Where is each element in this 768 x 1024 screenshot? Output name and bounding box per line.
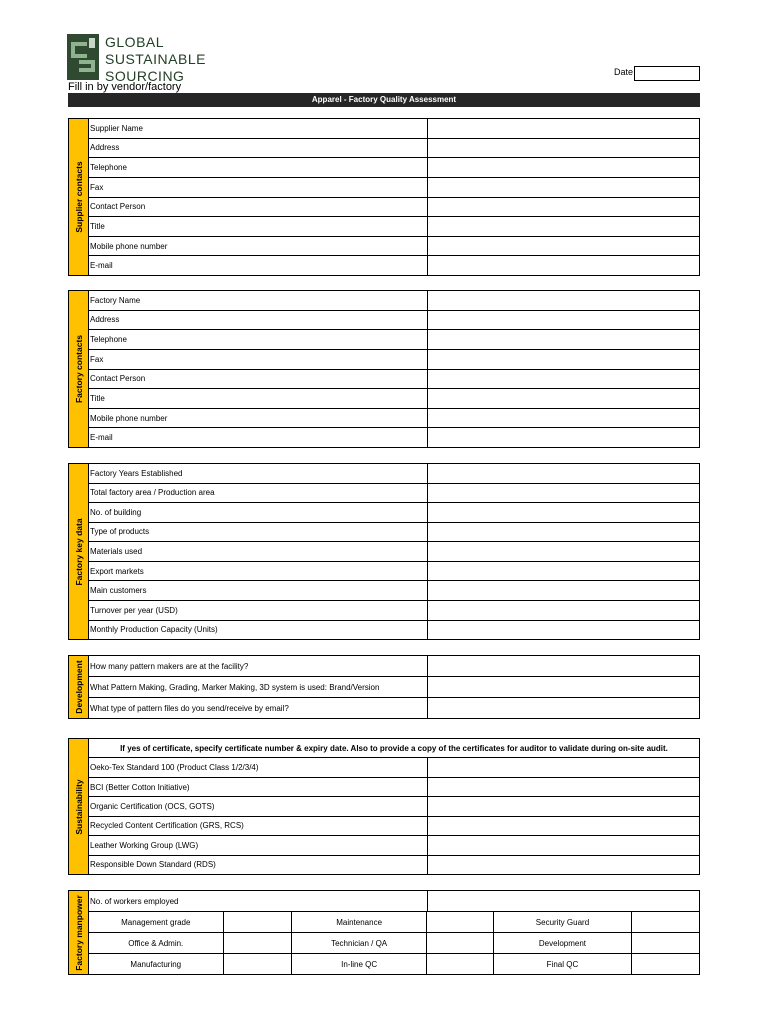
field-label: What type of pattern files do you send/receive by email? [89, 698, 428, 718]
section-title: Development [73, 660, 84, 714]
company-logo [67, 34, 217, 84]
form-row [89, 542, 699, 562]
manpower-grid-row [89, 912, 699, 933]
development-section [68, 655, 700, 719]
sustainability-section [68, 738, 700, 875]
form-row [89, 330, 699, 350]
keydata-rows [89, 464, 699, 639]
field-label: Supplier Name [89, 119, 428, 138]
development-rows [89, 656, 699, 718]
field-label: Recycled Content Certification (GRS, RCS) [89, 817, 428, 835]
field-label: What Pattern Making, Grading, Marker Making, 3D system is used: Brand/Version [89, 677, 428, 697]
field-input[interactable] [428, 656, 699, 676]
field-label: Monthly Production Capacity (Units) [89, 621, 428, 640]
field-label: Factory Years Established [89, 464, 428, 483]
field-input[interactable] [428, 601, 699, 620]
field-input[interactable] [428, 158, 699, 177]
field-label: Fax [89, 178, 428, 197]
role-label: Maintenance [292, 912, 427, 932]
role-count-input[interactable] [427, 954, 494, 974]
field-label: Address [89, 311, 428, 330]
form-row [89, 581, 699, 601]
field-input[interactable] [428, 198, 699, 217]
section-title: Factory contacts [73, 334, 84, 404]
form-row [89, 119, 699, 139]
form-row [89, 464, 699, 484]
field-input[interactable] [428, 256, 699, 275]
form-row [89, 523, 699, 543]
form-row [89, 656, 699, 677]
date-field[interactable] [634, 66, 700, 81]
role-label: Final QC [494, 954, 633, 974]
form-row [89, 621, 699, 640]
form-row [89, 178, 699, 198]
role-count-input[interactable] [224, 954, 293, 974]
form-row [89, 836, 699, 855]
form-row [89, 389, 699, 409]
factory-rows [89, 291, 699, 447]
form-title: Apparel - Factory Quality Assessment [68, 93, 700, 107]
section-side-label [69, 464, 89, 639]
field-label: Leather Working Group (LWG) [89, 836, 428, 854]
section-side-label [69, 119, 89, 275]
role-count-input[interactable] [427, 933, 494, 953]
form-row [89, 311, 699, 331]
form-row [89, 698, 699, 718]
field-input[interactable] [428, 139, 699, 158]
field-input[interactable] [428, 503, 699, 522]
form-row [89, 797, 699, 816]
form-row [89, 601, 699, 621]
field-input[interactable] [428, 311, 699, 330]
form-row [89, 817, 699, 836]
form-row [89, 350, 699, 370]
form-row [89, 291, 699, 311]
field-label: How many pattern makers are at the facility? [89, 656, 428, 676]
field-label: No. of building [89, 503, 428, 522]
section-side-label [69, 656, 89, 718]
field-label: Address [89, 139, 428, 158]
field-input[interactable] [428, 291, 699, 310]
role-count-input[interactable] [224, 933, 293, 953]
field-input[interactable] [428, 677, 699, 697]
factory-contacts-section [68, 290, 700, 448]
sustainability-rows [89, 739, 699, 874]
date-label: Date [614, 67, 634, 77]
field-label: Fax [89, 350, 428, 369]
field-input[interactable] [428, 350, 699, 369]
field-label: Total factory area / Production area [89, 484, 428, 503]
manpower-rows [89, 891, 699, 974]
field-input[interactable] [428, 581, 699, 600]
supplier-contacts-section [68, 118, 700, 276]
manpower-grid-row [89, 954, 699, 974]
form-row [89, 677, 699, 698]
form-row [89, 217, 699, 237]
field-label: Contact Person [89, 198, 428, 217]
field-label: Title [89, 217, 428, 236]
fill-in-note: Fill in by vendor/factory [68, 81, 182, 93]
field-label: Main customers [89, 581, 428, 600]
logo-wordmark [105, 34, 206, 85]
field-label: Export markets [89, 562, 428, 581]
form-row [89, 409, 699, 429]
field-label: Type of products [89, 523, 428, 542]
section-title: Factory manpower [73, 894, 84, 971]
form-row [89, 562, 699, 582]
field-input[interactable] [428, 409, 699, 428]
certificate-instruction: If yes of certificate, specify certificate number & expiry date. Also to provide a copy of the certificates for auditor to validate during on-site audit. [89, 739, 699, 758]
logo-line: SOURCING [105, 68, 185, 84]
form-row [89, 428, 699, 447]
workers-employed-input[interactable] [428, 891, 699, 911]
factory-key-data-section [68, 463, 700, 640]
field-label: Mobile phone number [89, 409, 428, 428]
role-label: Technician / QA [292, 933, 427, 953]
role-count-input[interactable] [632, 933, 699, 953]
section-title: Sustainability [73, 778, 84, 835]
field-label: Materials used [89, 542, 428, 561]
section-side-label [69, 291, 89, 447]
field-label: BCI (Better Cotton Initiative) [89, 778, 428, 796]
workers-employed-label: No. of workers employed [89, 891, 428, 911]
field-label: E-mail [89, 256, 428, 275]
section-side-label [69, 891, 89, 974]
role-label: Office & Admin. [89, 933, 224, 953]
gss-logo-icon [67, 34, 99, 80]
field-input[interactable] [428, 389, 699, 408]
role-label: Manufacturing [89, 954, 224, 974]
field-input[interactable] [428, 217, 699, 236]
field-label: Oeko-Tex Standard 100 (Product Class 1/2/3/4) [89, 758, 428, 776]
form-row [89, 484, 699, 504]
field-input[interactable] [428, 484, 699, 503]
field-input[interactable] [428, 797, 699, 815]
form-row [89, 158, 699, 178]
form-row [89, 891, 699, 912]
form-row [89, 778, 699, 797]
form-row [89, 237, 699, 257]
field-label: E-mail [89, 428, 428, 447]
field-input[interactable] [428, 856, 699, 874]
form-row [89, 139, 699, 159]
field-input[interactable] [428, 119, 699, 138]
field-input[interactable] [428, 621, 699, 640]
field-label: Mobile phone number [89, 237, 428, 256]
section-side-label [69, 739, 89, 874]
form-row [89, 370, 699, 390]
field-input[interactable] [428, 464, 699, 483]
field-input[interactable] [428, 758, 699, 776]
form-row [89, 256, 699, 275]
field-input[interactable] [428, 330, 699, 349]
logo-line: SUSTAINABLE [105, 51, 206, 67]
manpower-grid-row [89, 933, 699, 954]
field-label: Factory Name [89, 291, 428, 310]
role-count-input[interactable] [224, 912, 293, 932]
field-input[interactable] [428, 817, 699, 835]
supplier-rows [89, 119, 699, 275]
field-label: Turnover per year (USD) [89, 601, 428, 620]
role-count-input[interactable] [632, 912, 699, 932]
field-label: Telephone [89, 158, 428, 177]
field-input[interactable] [428, 836, 699, 854]
role-count-input[interactable] [427, 912, 494, 932]
form-row [89, 856, 699, 874]
field-input[interactable] [428, 542, 699, 561]
logo-line: GLOBAL [105, 34, 165, 50]
role-count-input[interactable] [632, 954, 699, 974]
field-label: Contact Person [89, 370, 428, 389]
field-input[interactable] [428, 428, 699, 447]
role-label: Development [494, 933, 633, 953]
field-input[interactable] [428, 698, 699, 718]
section-title: Factory key data [73, 517, 84, 586]
field-label: Organic Certification (OCS, GOTS) [89, 797, 428, 815]
role-label: In-line QC [292, 954, 427, 974]
field-input[interactable] [428, 178, 699, 197]
form-row [89, 758, 699, 777]
field-label: Responsible Down Standard (RDS) [89, 856, 428, 874]
field-input[interactable] [428, 562, 699, 581]
field-label: Telephone [89, 330, 428, 349]
form-row [89, 198, 699, 218]
section-title: Supplier contacts [73, 161, 84, 233]
form-row [89, 503, 699, 523]
factory-manpower-section [68, 890, 700, 975]
field-input[interactable] [428, 370, 699, 389]
field-input[interactable] [428, 237, 699, 256]
role-label: Management grade [89, 912, 224, 932]
field-input[interactable] [428, 523, 699, 542]
role-label: Security Guard [494, 912, 633, 932]
field-label: Title [89, 389, 428, 408]
field-input[interactable] [428, 778, 699, 796]
